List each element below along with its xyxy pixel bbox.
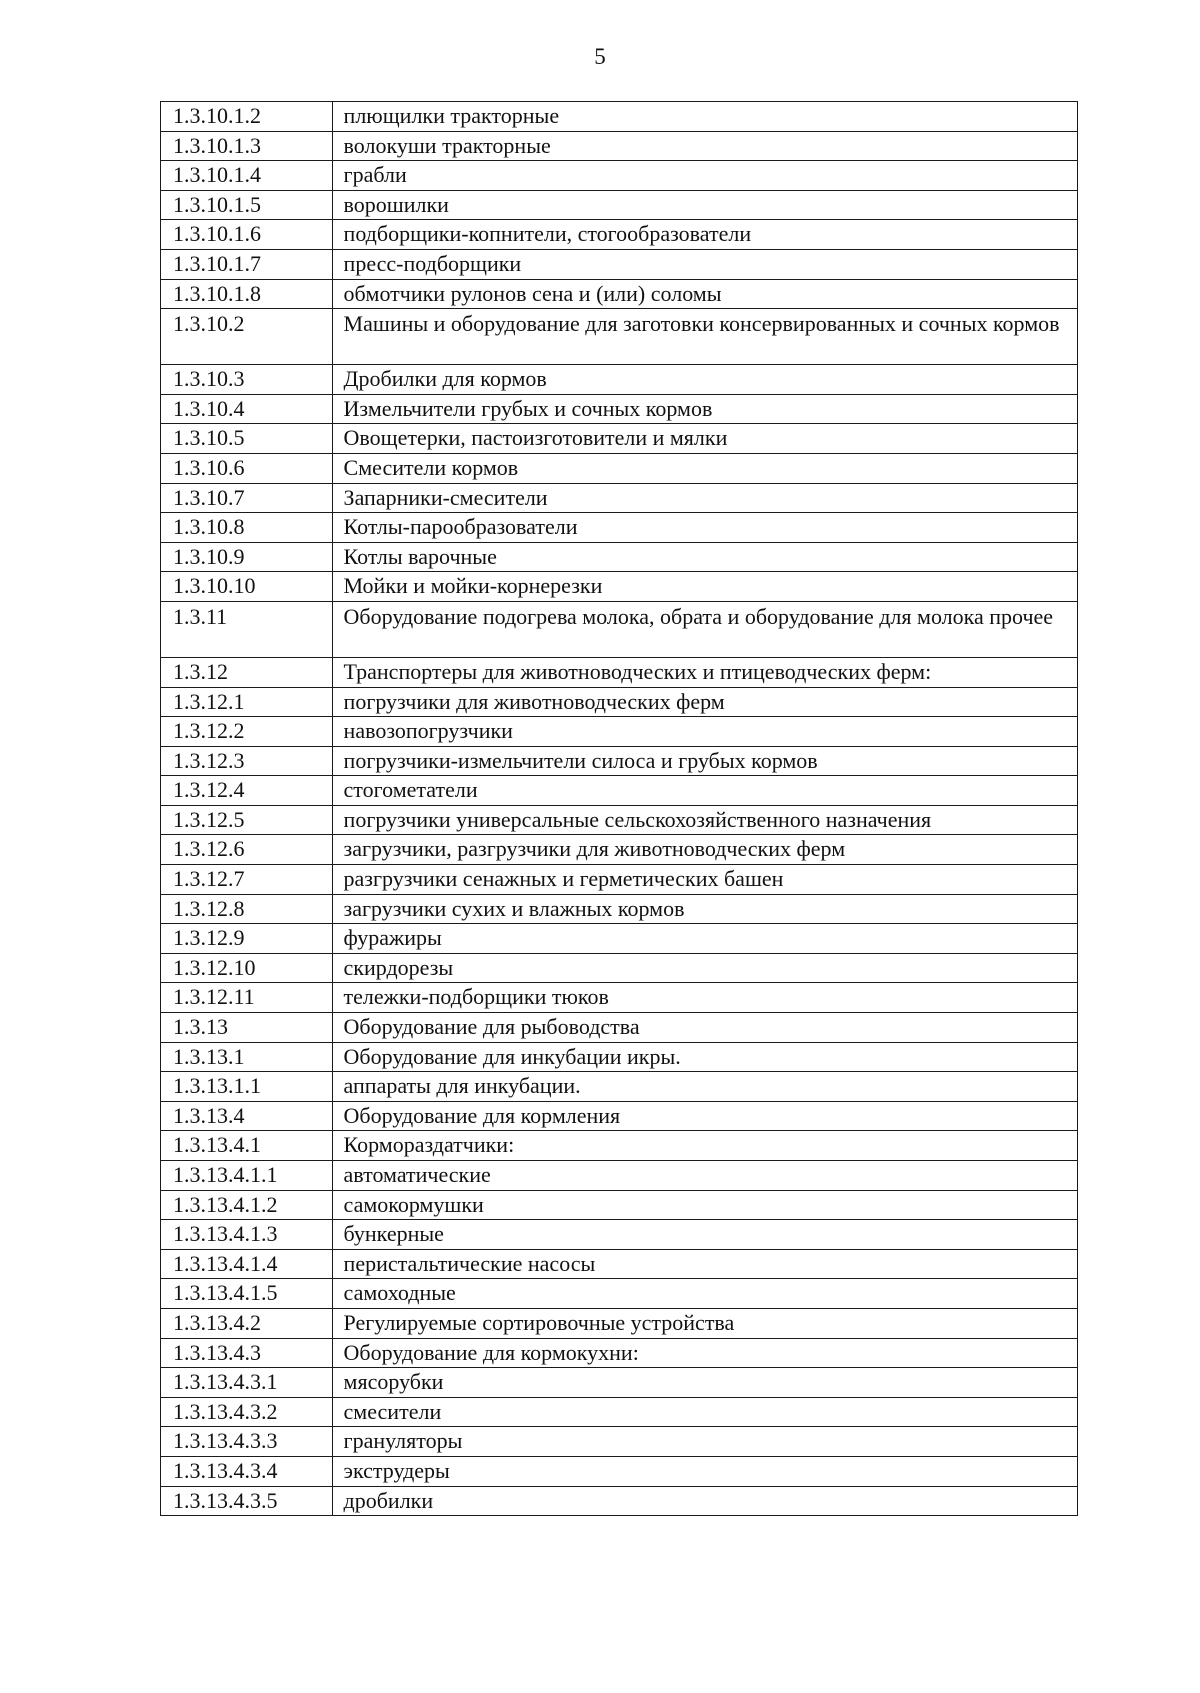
row-name: Мойки и мойки-корнерезки xyxy=(332,572,1077,602)
row-name: Дробилки для кормов xyxy=(332,365,1077,395)
row-name: плющилки тракторные xyxy=(332,102,1077,132)
table-row xyxy=(161,746,1078,776)
row-name: Оборудование подогрева молока, обрата и оборудование для молока прочее xyxy=(332,601,1077,657)
row-code: 1.3.10.9 xyxy=(161,542,333,572)
table-body xyxy=(161,102,1078,1516)
row-name: волокуши тракторные xyxy=(332,131,1077,161)
row-name: тележки-подборщики тюков xyxy=(332,983,1077,1013)
row-name: Оборудование для кормокухни: xyxy=(332,1338,1077,1368)
table-row xyxy=(161,776,1078,806)
page-number: 5 xyxy=(594,44,606,69)
table-row xyxy=(161,1397,1078,1427)
row-code: 1.3.12.1 xyxy=(161,687,333,717)
row-code: 1.3.13.1.1 xyxy=(161,1072,333,1102)
row-code: 1.3.12.4 xyxy=(161,776,333,806)
row-code: 1.3.13.4.1 xyxy=(161,1131,333,1161)
table-row xyxy=(161,1161,1078,1191)
table-row xyxy=(161,1101,1078,1131)
row-code: 1.3.12.11 xyxy=(161,983,333,1013)
table-row xyxy=(161,1338,1078,1368)
row-code: 1.3.13.4.2 xyxy=(161,1308,333,1338)
table-row xyxy=(161,309,1078,365)
row-code: 1.3.13.4.1.4 xyxy=(161,1249,333,1279)
row-name: самоходные xyxy=(332,1279,1077,1309)
table-row xyxy=(161,365,1078,395)
row-name: грануляторы xyxy=(332,1427,1077,1457)
row-code: 1.3.13.4.3.1 xyxy=(161,1368,333,1398)
row-name: пресс-подборщики xyxy=(332,249,1077,279)
table-row xyxy=(161,572,1078,602)
row-code: 1.3.10.1.5 xyxy=(161,190,333,220)
table-row xyxy=(161,1427,1078,1457)
row-code: 1.3.10.1.7 xyxy=(161,249,333,279)
row-name: Запарники-смесители xyxy=(332,483,1077,513)
table-row xyxy=(161,424,1078,454)
row-name: погрузчики для животноводческих ферм xyxy=(332,687,1077,717)
row-name: Смесители кормов xyxy=(332,453,1077,483)
row-name: Измельчители грубых и сочных кормов xyxy=(332,394,1077,424)
table-row xyxy=(161,1131,1078,1161)
row-code: 1.3.10.2 xyxy=(161,309,333,365)
table-row xyxy=(161,542,1078,572)
row-name: ворошилки xyxy=(332,190,1077,220)
table-row xyxy=(161,1368,1078,1398)
row-code: 1.3.10.1.4 xyxy=(161,161,333,191)
row-code: 1.3.13.4.1.3 xyxy=(161,1220,333,1250)
row-name: погрузчики-измельчители силоса и грубых кормов xyxy=(332,746,1077,776)
table-row xyxy=(161,805,1078,835)
row-name: аппараты для инкубации. xyxy=(332,1072,1077,1102)
table-row xyxy=(161,865,1078,895)
row-code: 1.3.11 xyxy=(161,601,333,657)
row-code: 1.3.10.10 xyxy=(161,572,333,602)
table-row xyxy=(161,161,1078,191)
row-code: 1.3.13.4.1.1 xyxy=(161,1161,333,1191)
row-code: 1.3.10.6 xyxy=(161,453,333,483)
row-code: 1.3.13.4.3 xyxy=(161,1338,333,1368)
table-row xyxy=(161,1456,1078,1486)
table-row xyxy=(161,453,1078,483)
row-name: Овощетерки, пастоизготовители и мялки xyxy=(332,424,1077,454)
row-name: обмотчики рулонов сена и (или) соломы xyxy=(332,279,1077,309)
table-row xyxy=(161,1190,1078,1220)
row-name: загрузчики сухих и влажных кормов xyxy=(332,894,1077,924)
row-name: Кормораздатчики: xyxy=(332,1131,1077,1161)
row-code: 1.3.12.8 xyxy=(161,894,333,924)
row-code: 1.3.13.4.1.2 xyxy=(161,1190,333,1220)
row-code: 1.3.12.2 xyxy=(161,717,333,747)
row-code: 1.3.12.5 xyxy=(161,805,333,835)
table-row xyxy=(161,279,1078,309)
row-name: Оборудование для рыбоводства xyxy=(332,1013,1077,1043)
row-name: грабли xyxy=(332,161,1077,191)
row-name: Оборудование для инкубации икры. xyxy=(332,1042,1077,1072)
row-code: 1.3.13.4.3.3 xyxy=(161,1427,333,1457)
row-code: 1.3.13.4.1.5 xyxy=(161,1279,333,1309)
table-row xyxy=(161,983,1078,1013)
table-row xyxy=(161,1486,1078,1516)
row-name: стогометатели xyxy=(332,776,1077,806)
row-code: 1.3.10.4 xyxy=(161,394,333,424)
row-name: Оборудование для кормления xyxy=(332,1101,1077,1131)
row-name: Машины и оборудование для заготовки консервированных и сочных кормов xyxy=(332,309,1077,365)
table-row xyxy=(161,924,1078,954)
row-code: 1.3.12.6 xyxy=(161,835,333,865)
row-name: Котлы варочные xyxy=(332,542,1077,572)
table-row xyxy=(161,1220,1078,1250)
row-code: 1.3.13.4.3.5 xyxy=(161,1486,333,1516)
table-row xyxy=(161,953,1078,983)
row-name: самокормушки xyxy=(332,1190,1077,1220)
row-name: смесители xyxy=(332,1397,1077,1427)
row-code: 1.3.10.1.3 xyxy=(161,131,333,161)
row-code: 1.3.10.1.8 xyxy=(161,279,333,309)
table-row xyxy=(161,1072,1078,1102)
table-row xyxy=(161,483,1078,513)
table-row xyxy=(161,1013,1078,1043)
row-code: 1.3.10.1.2 xyxy=(161,102,333,132)
row-name: автоматические xyxy=(332,1161,1077,1191)
row-name: Регулируемые сортировочные устройства xyxy=(332,1308,1077,1338)
row-code: 1.3.10.5 xyxy=(161,424,333,454)
row-code: 1.3.10.7 xyxy=(161,483,333,513)
row-name: подборщики-копнители, стогообразователи xyxy=(332,220,1077,250)
row-code: 1.3.10.1.6 xyxy=(161,220,333,250)
row-name: мясорубки xyxy=(332,1368,1077,1398)
row-name: разгрузчики сенажных и герметических башен xyxy=(332,865,1077,895)
table-row xyxy=(161,717,1078,747)
row-code: 1.3.13.4.3.2 xyxy=(161,1397,333,1427)
row-name: погрузчики универсальные сельскохозяйственного назначения xyxy=(332,805,1077,835)
table-row xyxy=(161,1042,1078,1072)
table-row xyxy=(161,1249,1078,1279)
row-code: 1.3.10.3 xyxy=(161,365,333,395)
table-row xyxy=(161,657,1078,687)
row-code: 1.3.10.8 xyxy=(161,513,333,543)
table-row xyxy=(161,513,1078,543)
row-name: экструдеры xyxy=(332,1456,1077,1486)
classification-table xyxy=(160,101,1078,1516)
table-row xyxy=(161,131,1078,161)
row-name: бункерные xyxy=(332,1220,1077,1250)
row-code: 1.3.12 xyxy=(161,657,333,687)
row-code: 1.3.12.9 xyxy=(161,924,333,954)
row-name: Котлы-парообразователи xyxy=(332,513,1077,543)
row-name: навозопогрузчики xyxy=(332,717,1077,747)
row-code: 1.3.13.4.3.4 xyxy=(161,1456,333,1486)
row-code: 1.3.12.10 xyxy=(161,953,333,983)
table-row xyxy=(161,1279,1078,1309)
row-name: перистальтические насосы xyxy=(332,1249,1077,1279)
table-row xyxy=(161,601,1078,657)
row-code: 1.3.13.4 xyxy=(161,1101,333,1131)
table-row xyxy=(161,894,1078,924)
table-row xyxy=(161,687,1078,717)
row-name: загрузчики, разгрузчики для животноводческих ферм xyxy=(332,835,1077,865)
row-code: 1.3.13.1 xyxy=(161,1042,333,1072)
table-row xyxy=(161,249,1078,279)
table-row xyxy=(161,190,1078,220)
table-row xyxy=(161,835,1078,865)
table-row xyxy=(161,1308,1078,1338)
row-name: дробилки xyxy=(332,1486,1077,1516)
row-code: 1.3.13 xyxy=(161,1013,333,1043)
row-code: 1.3.12.7 xyxy=(161,865,333,895)
table-row xyxy=(161,220,1078,250)
table-row xyxy=(161,394,1078,424)
row-code: 1.3.12.3 xyxy=(161,746,333,776)
row-name: Транспортеры для животноводческих и птицеводческих ферм: xyxy=(332,657,1077,687)
row-name: фуражиры xyxy=(332,924,1077,954)
table-row xyxy=(161,102,1078,132)
row-name: скирдорезы xyxy=(332,953,1077,983)
